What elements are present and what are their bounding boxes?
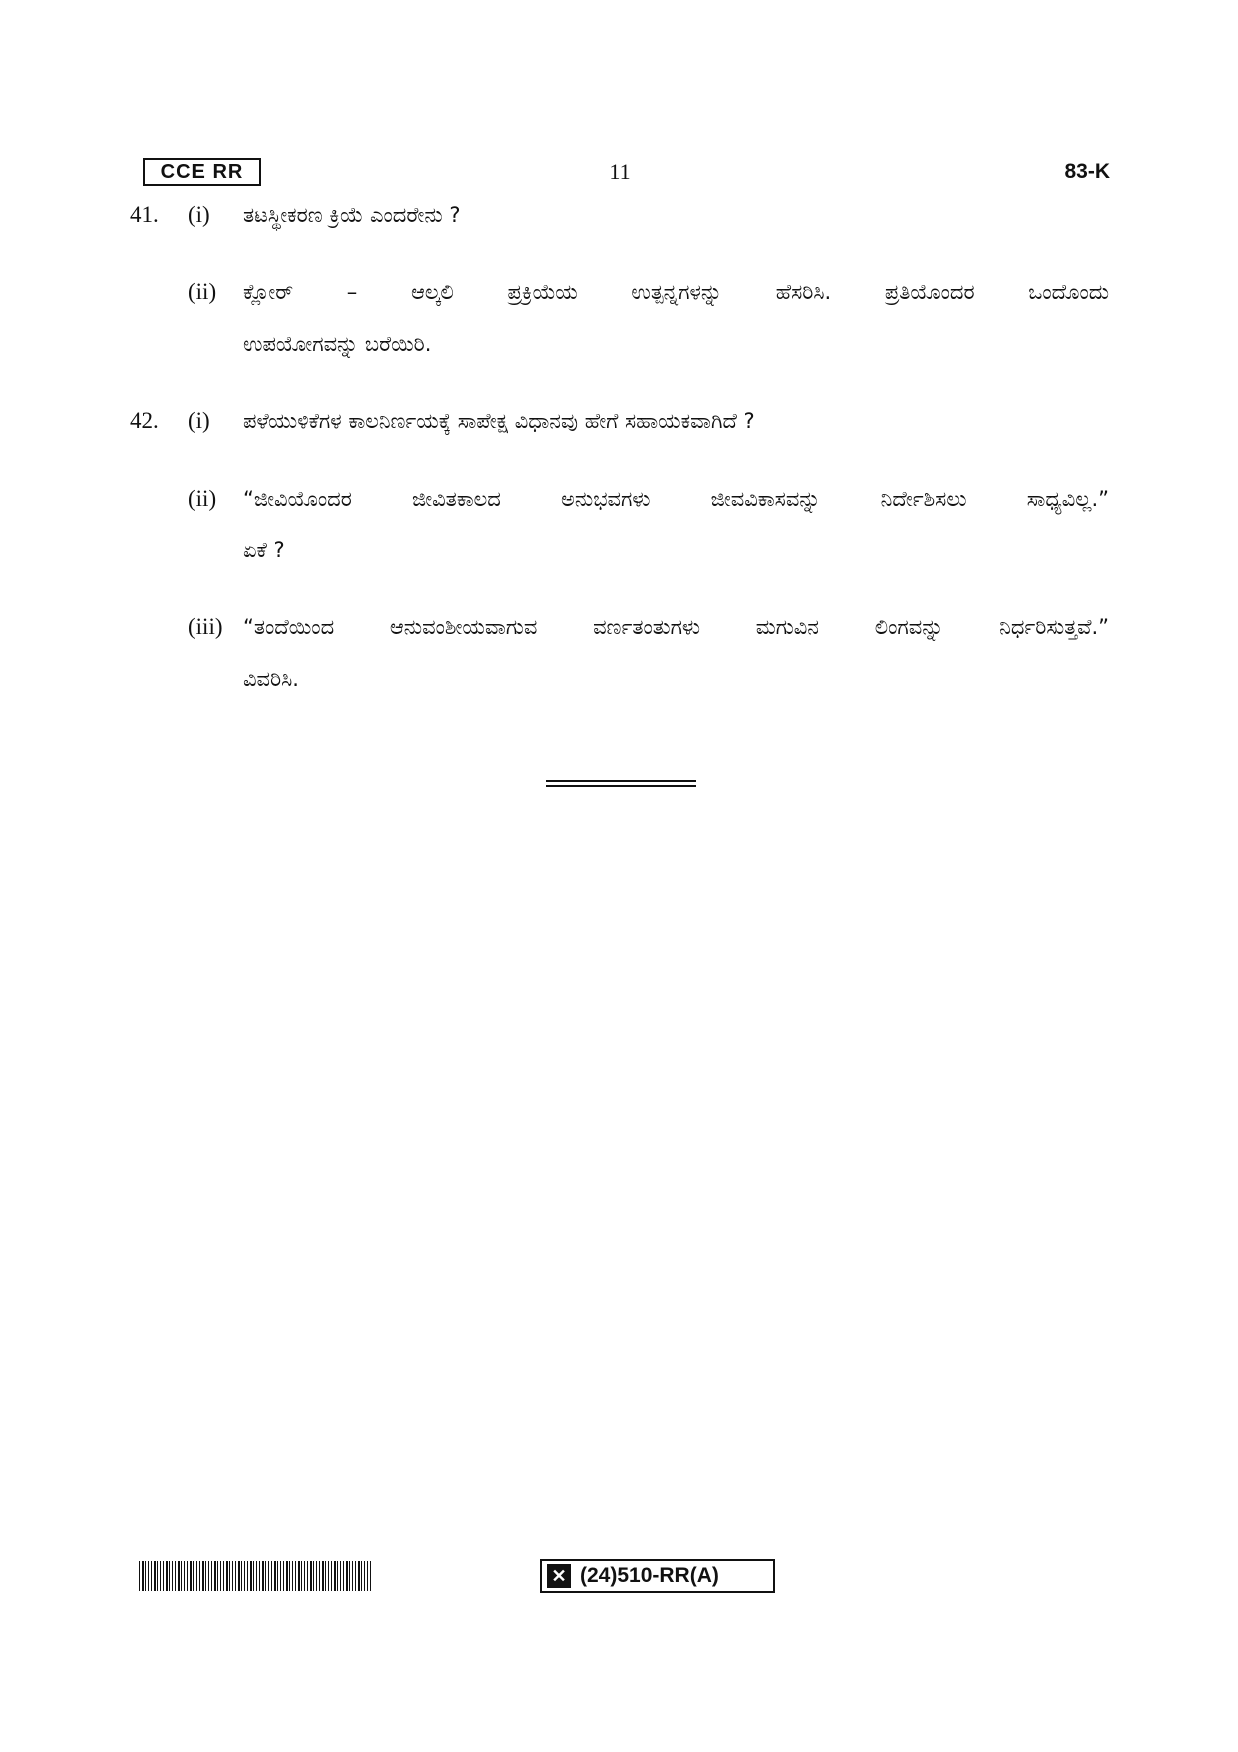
page-header bbox=[0, 158, 1238, 190]
footer-code-box bbox=[540, 1559, 775, 1593]
crossed-emblem-icon: ✕ bbox=[547, 1564, 571, 1588]
barcode bbox=[139, 1561, 371, 1591]
question-41-part-i-text: ತಟಸ್ಥೀಕರಣ ಕ್ರಿಯೆ ಎಂದರೇನು ? bbox=[243, 203, 461, 227]
page-number: 11 bbox=[609, 159, 631, 184]
question-42-number: 42. bbox=[130, 408, 159, 433]
question-41-part-ii-label: (ii) bbox=[188, 279, 217, 304]
question-42-part-iii-text-line-1: “ತಂದೆಯಿಂದ ಆನುವಂಶೀಯವಾಗುವ ವರ್ಣತಂತುಗಳು ಮಗುವಿನ ಲಿಂಗವನ್ನು ನಿರ್ಧರಿಸುತ್ತವೆ.” bbox=[243, 615, 1109, 639]
question-42-part-iii-text-line-2: ವಿವರಿಸಿ. bbox=[243, 667, 299, 691]
footer-code: (24)510-RR(A) bbox=[580, 1564, 719, 1587]
question-42-part-ii-text-line-2: ಏಕೆ ? bbox=[243, 538, 285, 562]
question-42-part-ii-label: (ii) bbox=[188, 486, 217, 511]
question-42-part-i-text: ಪಳೆಯುಳಿಕೆಗಳ ಕಾಲನಿರ್ಣಯಕ್ಕೆ ಸಾಪೇಕ್ಷ ವಿಧಾನವು ಹೇಗೆ ಸಹಾಯಕವಾಗಿದೆ ? bbox=[243, 409, 755, 433]
question-41-part-ii-text-line-1: ಕ್ಲೋರ್ – ಆಲ್ಕಲಿ ಪ್ರಕ್ರಿಯೆಯ ಉತ್ಪನ್ನಗಳನ್ನು ಹೆಸರಿಸಿ. ಪ್ರತಿಯೊಂದರ ಒಂದೊಂದು bbox=[243, 280, 1109, 304]
question-42-part-ii-text-line-1: “ಜೀವಿಯೊಂದರ ಜೀವಿತಕಾಲದ ಅನುಭವಗಳು ಜೀವವಿಕಾಸವನ್ನು ನಿರ್ದೇಶಿಸಲು ಸಾಧ್ಯವಿಲ್ಲ.” bbox=[243, 487, 1109, 511]
question-42-part-iii-label: (iii) bbox=[188, 614, 223, 639]
end-of-questions-rule bbox=[546, 780, 696, 787]
question-41-part-i-label: (i) bbox=[188, 202, 210, 227]
question-42-part-i-label: (i) bbox=[188, 408, 210, 433]
question-41-part-ii-text-line-2: ಉಪಯೋಗವನ್ನು ಬರೆಯಿರಿ. bbox=[243, 332, 432, 356]
paper-code: 83-K bbox=[1064, 160, 1110, 183]
series-code-box: CCE RR bbox=[143, 158, 261, 186]
question-41-number: 41. bbox=[130, 202, 159, 227]
